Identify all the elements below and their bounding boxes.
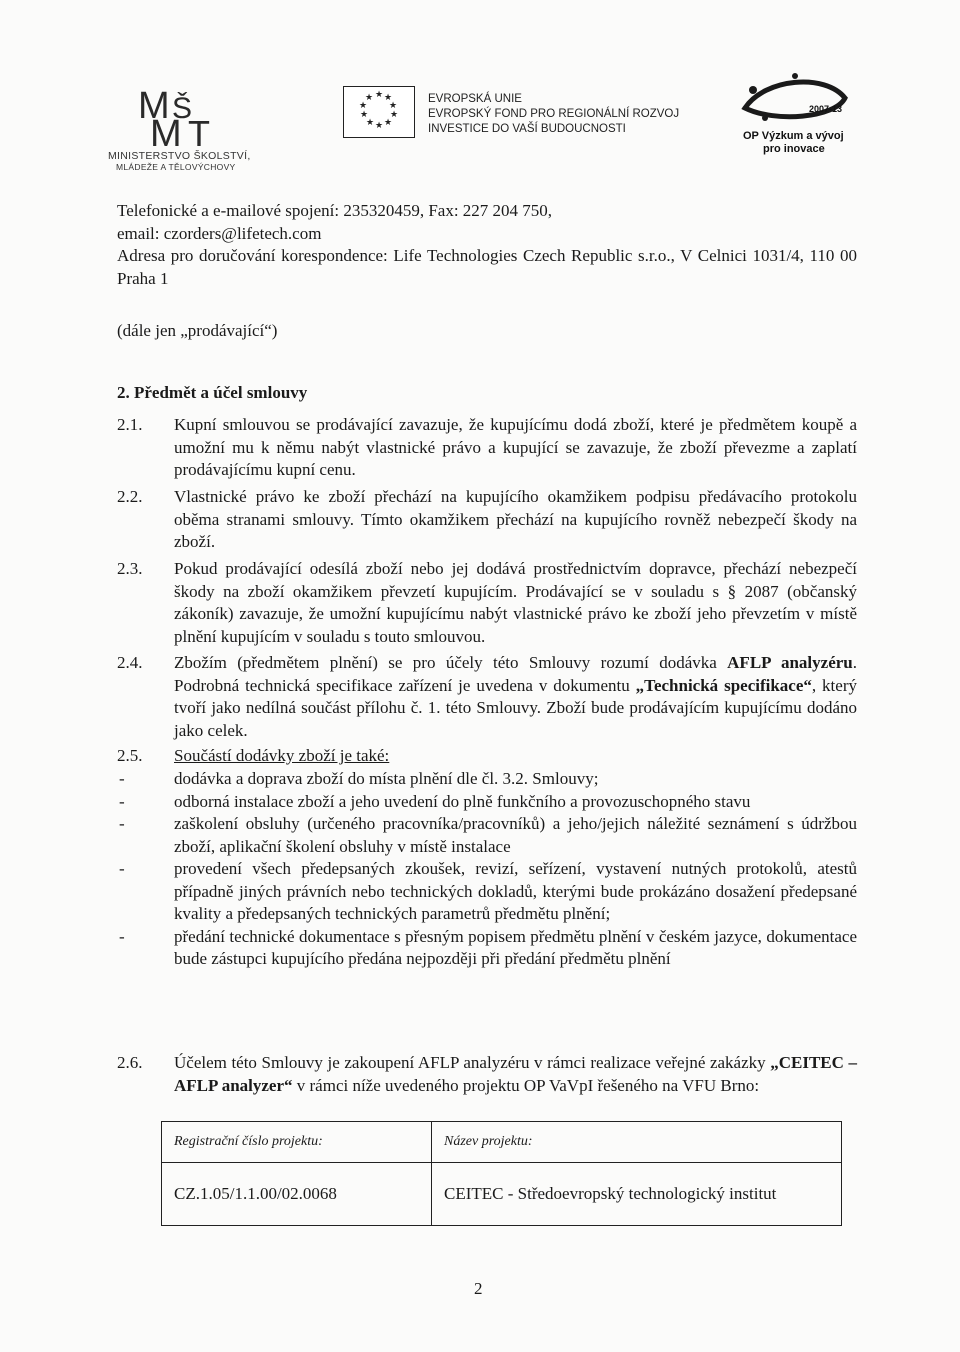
project-name: CEITEC - Středoevropský technologický institut [432,1163,842,1226]
page-number: 2 [474,1279,483,1298]
svg-text:★: ★ [360,110,369,120]
list-item: - odborná instalace zboží a jeho uvedení do plně funkčního a provozuschopného stavu [119,791,751,811]
svg-text:★: ★ [375,121,384,131]
clause-text-part: , který tvoří jako nedílná součást přílohu č. 1. této Smlouvy. Zboží bude prodávajícím kupujícímu dodáno jako celek. [174,675,857,740]
svg-text:★: ★ [384,93,393,103]
svg-text:★: ★ [366,118,375,128]
eu-text [428,92,679,137]
delivery-items-list [117,768,857,971]
clause-number: 2.4. [117,653,143,672]
svg-text:★: ★ [359,101,368,111]
clause-text: Kupní smlouvou se prodávající zavazuje, že kupujícímu dodá zboží, které je předmětem koupě a umožní mu k němu nabýt vlastnické právo a kupující se zavazuje, že zboží převezme a zaplatí prodávajícímu kupní cenu. [174,415,857,479]
contact-email-line: email: czorders@lifetech.com [117,223,322,243]
list-item: - zaškolení obsluhy (určeného pracovníka/pracovníků) a jeho/jejich náležité seznámení s údržbou zboží, aplikační školení obsluhy v místě instalace [119,814,857,856]
svg-text:Š: Š [172,92,193,125]
project-reg-number: CZ.1.05/1.1.00/02.0068 [162,1163,432,1226]
clause-number: 2.6. [117,1053,143,1072]
list-item: - provedení všech předepsaných zkoušek, revizí, seřízení, vystavení nutných protokolů, atestů případně jiných právních nebo technických dokladů, kterými bude prokázáno dosažení předepsané kvality a předepsaných technických parametrů předmětu plnění; [119,859,857,923]
spec-document-name: „Technická specifikace“ [635,675,812,695]
eu-line: EVROPSKÁ UNIE [428,93,522,105]
svg-text:★: ★ [389,101,398,111]
clause-text-part: . Podrobná technická specifikace zařízení je uvedena v dokumentu [174,653,857,695]
section-heading: 2. Předmět a účel smlouvy [117,383,308,402]
clause-text-part: Zbožím (předmětem plnění) se pro účely této Smlouvy rozumí dodávka [174,653,728,672]
project-table [161,1121,842,1226]
table-header-cell: Registrační číslo projektu: [162,1122,432,1163]
svg-text:★: ★ [375,90,384,100]
product-name: AFLP analyzéru [727,653,853,672]
eu-line: INVESTICE DO VAŠÍ BUDOUCNOSTI [428,123,626,135]
contact-address-line: Adresa pro doručování korespondence: Life Technologies Czech Republic s.r.o., V Celnici 1031/4, 110 00 Praha 1 [117,246,857,288]
svg-text:T: T [188,113,210,148]
clause-2-3 [117,558,857,648]
clause-number: 2.5. [117,746,143,765]
clause-2-2 [117,486,857,554]
svg-text:★: ★ [384,118,393,128]
svg-text:M: M [150,113,178,148]
clause-label: Součástí dodávky zboží je také: [174,746,390,765]
table-header-row [162,1122,842,1163]
contact-phone-line: Telefonické a e-mailové spojení: 235320459, Fax: 227 204 750, [117,201,553,220]
msmt-logo [108,78,288,178]
clause-number: 2.2. [117,487,143,506]
clause-text [174,1052,857,1097]
op-line1: OP Výzkum a vývoj [743,130,844,142]
msmt-logo-mark-icon [138,78,248,148]
list-item: - předání technické dokumentace s přesným popisem předmětu plnění v českém jazyce, dokumentace bude zástupci kupujícího předána nejpozději při předání předmětu plnění [119,926,857,968]
table-header-cell: Název projektu: [432,1122,842,1163]
tender-name: „CEITEC – AFLP analyzer“ [174,1053,858,1095]
op-line2: pro inovace [763,143,825,155]
svg-text:★: ★ [365,93,374,103]
ministry-name-line1: MINISTERSTVO ŠKOLSTVÍ, [108,150,251,162]
clause-2-1 [117,414,857,482]
op-swirl-icon [735,68,865,128]
contact-block [117,200,857,290]
list-item: - dodávka a doprava zboží do místa plnění dle čl. 3.2. Smlouvy; [119,769,599,788]
clause-text: Pokud prodávající odesílá zboží nebo jej dodává prostřednictvím dopravce, přechází nebezpečí škody na zboží okamžikem převzetí kupujícím. Prodávající se v souladu s § 2087 (občanský zákoník) zavazuje, že umožní kupujícímu nabýt vlastnické právo ke zboží jeho převzetím v místě plnění kupujícím v souladu s touto smlouvou. [174,559,857,646]
clause-text [174,652,857,742]
clause-text: Vlastnické právo ke zboží přechází na kupujícího okamžikem podpisu předávacího protokolu oběma stranami smlouvy. Tímto okamžikem přechází na kupujícího rovněž nebezpečí škody na zboží. [174,487,857,551]
ministry-name-line2: MLÁDEŽE A TĚLOVÝCHOVY [116,162,236,172]
svg-text:M: M [138,85,166,127]
op-years: 2007-13 [809,104,843,114]
seller-definition: (dále jen „prodávající“) [117,321,278,340]
clause-text-part: v rámci níže uvedeného projektu OP VaVpI řešeného na VFU Brno: [292,1075,760,1095]
eu-line: EVROPSKÝ FOND PRO REGIONÁLNÍ ROZVOJ [428,108,680,120]
clause-2-4 [117,652,857,742]
clause-text-part: Účelem této Smlouvy je zakoupení AFLP analyzéru v rámci realizace veřejné zakázky [174,1053,771,1072]
op-vavpi-logo [735,68,865,158]
table-row [162,1163,842,1226]
eu-flag-icon [343,86,415,138]
clause-2-6 [117,1052,857,1097]
clause-2-5 [117,745,857,768]
clause-number: 2.1. [117,415,143,434]
svg-text:★: ★ [390,110,399,120]
clause-number: 2.3. [117,559,143,578]
